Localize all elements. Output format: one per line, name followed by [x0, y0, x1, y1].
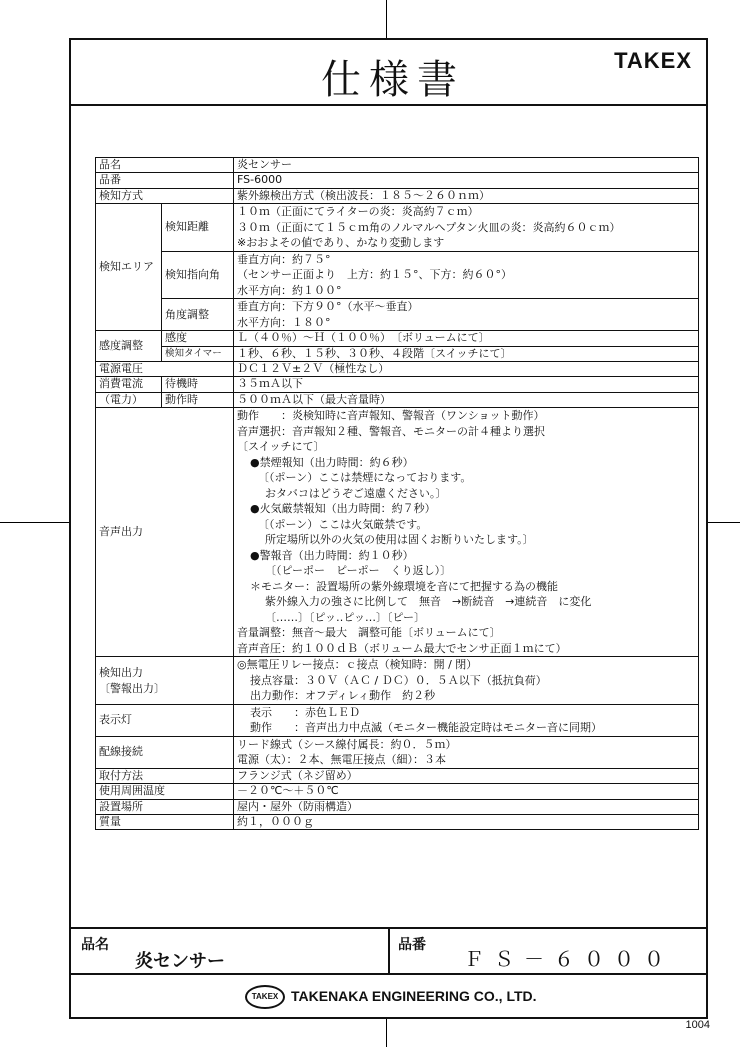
- spec-label: 配線接続: [96, 736, 234, 768]
- text-line: 音量調整：無音～最大 調整可能〔ボリュームにて〕: [237, 626, 501, 640]
- crop-mark-top: [386, 0, 387, 38]
- text-line: ３０ｍ（正面にて１５ｃｍ角のノルマルヘプタン火皿の炎：炎高約６０ｃｍ）: [237, 220, 621, 234]
- spec-value: 約１，０００ｇ: [234, 814, 699, 829]
- text-line: 電源（太）：２本、無電圧接点（細）：３本: [237, 753, 446, 767]
- table-row: [96, 799, 699, 814]
- spec-sublabel: 角度調整: [162, 299, 234, 331]
- text-line: ●警報音（出力時間：約１０秒）: [250, 548, 414, 562]
- text-line: 水平方向：１８０°: [237, 315, 331, 329]
- crop-mark-right: [708, 522, 740, 523]
- spec-value: ５００ｍＡ以下（最大音量時）: [234, 392, 699, 407]
- title-area: [71, 40, 706, 106]
- text-line: リード線式（シース線付属長：約０．５ｍ）: [237, 737, 457, 751]
- spec-label: 検知エリア: [96, 204, 162, 331]
- spec-label: （電力）: [96, 392, 162, 407]
- footer-number-label: 品番: [398, 937, 426, 953]
- spec-value: 屋内・屋外（防雨構造）: [234, 799, 699, 814]
- spec-label: 感度調整: [96, 331, 162, 362]
- spec-value: [234, 408, 699, 657]
- text-line: 垂直方向：下方９０°（水平～垂直）: [237, 300, 419, 314]
- spec-sublabel: 動作時: [162, 392, 234, 407]
- table-row: [96, 362, 699, 377]
- spec-value: －２０℃～＋５０℃: [234, 784, 699, 799]
- text-line: 所定場所以外の火気の使用は固くお断りいたします。〕: [265, 533, 534, 547]
- spec-value: [234, 657, 699, 705]
- text-line: 動作 ：音声出力中点滅（モニター機能設定時はモニター音に同期）: [250, 721, 602, 735]
- footer-name-label: 品名: [81, 937, 109, 953]
- product-footer-box: [71, 927, 706, 975]
- table-row: [96, 784, 699, 799]
- spec-sublabel: 検知タイマー: [162, 346, 234, 361]
- table-row: [96, 299, 699, 331]
- spec-label: 設置場所: [96, 799, 234, 814]
- spec-label: 消費電流: [96, 377, 162, 392]
- text-line: 接点容量：３０Ｖ（ＡＣ / ＤＣ）０．５Ａ以下（抵抗負荷）: [250, 673, 547, 687]
- company-name: TAKENAKA ENGINEERING CO., LTD.: [291, 988, 537, 1004]
- spec-sublabel: 検知指向角: [162, 251, 234, 299]
- document-frame: [69, 38, 708, 1019]
- spec-value: [234, 299, 699, 331]
- spec-value: ３５ｍＡ以下: [234, 377, 699, 392]
- spec-value: [234, 704, 699, 736]
- table-row: [96, 392, 699, 407]
- text-line: 表示 ：赤色ＬＥＤ: [250, 705, 360, 719]
- table-row: [96, 331, 699, 346]
- text-line: 〔（ポーン）ここは火気厳禁です。: [258, 517, 428, 531]
- text-line: （センサー正面より 上方：約１５°、下方：約６０°）: [237, 268, 512, 282]
- table-row: [96, 736, 699, 768]
- text-line: 音声音圧：約１００ｄＢ（ボリューム最大でセンサ正面１ｍにて）: [237, 641, 567, 655]
- text-line: ◎無電圧リレー接点：ｃ接点（検知時：開 / 閉）: [237, 658, 478, 672]
- spec-value: １秒、６秒、１５秒、３０秒、４段階〔スイッチにて〕: [234, 346, 699, 361]
- table-row: [96, 158, 699, 173]
- spec-value: [234, 736, 699, 768]
- text-line: おタバコはどうぞご遠慮ください。〕: [265, 486, 447, 500]
- page-number: 1004: [685, 1019, 710, 1031]
- spec-label: 電源電圧: [96, 362, 234, 377]
- text-line: 出力動作：オフディレィ動作 約２秒: [250, 689, 436, 703]
- spec-value: [234, 251, 699, 299]
- table-row: [96, 173, 699, 188]
- table-row: [96, 814, 699, 829]
- table-row: [96, 188, 699, 203]
- footer-divider: [388, 929, 390, 975]
- spec-value: 紫外線検出方式（検出波長：１８５～２６０ｎｍ）: [234, 188, 699, 203]
- footer-number-value: ＦＳ－６０００: [464, 947, 674, 971]
- spec-sublabel: 感度: [162, 331, 234, 346]
- crop-mark-left: [0, 522, 69, 523]
- spec-table: [95, 157, 699, 830]
- text-line: 紫外線入力の強さに比例して 無音 →断続音 →連続音 に変化: [265, 595, 592, 609]
- text-line: ●火気厳禁報知（出力時間：約７秒）: [250, 502, 436, 516]
- text-line: 〔……〕〔ピッ‥ピッ…〕〔ピー〕: [265, 610, 426, 624]
- spec-sublabel: 待機時: [162, 377, 234, 392]
- table-row: [96, 377, 699, 392]
- company-logo: TAKEX: [245, 985, 285, 1009]
- text-line: 〔警報出力〕: [99, 681, 165, 695]
- text-line: 〔スイッチにて〕: [237, 440, 325, 454]
- spec-label: 品番: [96, 173, 234, 188]
- spec-label: 使用周囲温度: [96, 784, 234, 799]
- text-line: ●禁煙報知（出力時間：約６秒）: [250, 455, 414, 469]
- spec-label: 品名: [96, 158, 234, 173]
- spec-value: ＤＣ１２Ｖ±２Ｖ（極性なし）: [234, 362, 699, 377]
- brand-logo-text: TAKEX: [614, 48, 692, 73]
- spec-value: FS-6000: [234, 173, 699, 188]
- page-title: 仕様書: [321, 57, 465, 103]
- text-line: 〔（ピーポー ピーポー くり返し）〕: [265, 564, 452, 578]
- footer-name-value: 炎センサー: [135, 951, 225, 972]
- table-row: [96, 768, 699, 783]
- table-row: [96, 204, 699, 252]
- spec-label: 取付方法: [96, 768, 234, 783]
- text-line: ※おおよその値であり、かなり変動します: [237, 236, 445, 250]
- spec-label: 検知方式: [96, 188, 234, 203]
- spec-label: 表示灯: [96, 704, 234, 736]
- crop-mark-bottom: [386, 1019, 387, 1047]
- spec-value: フランジ式（ネジ留め）: [234, 768, 699, 783]
- text-line: 〔（ポーン）ここは禁煙になっております。: [258, 471, 472, 485]
- text-line: 動作 ：炎検知時に音声報知、警報音（ワンショット動作）: [237, 409, 545, 423]
- spec-label: 音声出力: [96, 408, 234, 657]
- text-line: 垂直方向：約７５°: [237, 252, 331, 266]
- spec-value: [234, 204, 699, 252]
- table-row: [96, 704, 699, 736]
- text-line: １０ｍ（正面にてライターの炎：炎高約７ｃｍ）: [237, 205, 479, 219]
- table-row: [96, 251, 699, 299]
- spec-value: Ｌ（４０％）～Ｈ（１００％） 〔ボリュームにて〕: [234, 331, 699, 346]
- table-row: [96, 657, 699, 705]
- table-row: [96, 408, 699, 657]
- spec-label: [96, 657, 234, 705]
- spec-value: 炎センサー: [234, 158, 699, 173]
- spec-label: 質量: [96, 814, 234, 829]
- text-line: 水平方向：約１００°: [237, 283, 342, 297]
- text-line: 検知出力: [99, 666, 143, 679]
- spec-sublabel: 検知距離: [162, 204, 234, 252]
- text-line: 音声選択：音声報知２種、警報音、モニターの計４種より選択: [237, 424, 545, 438]
- text-line: ＊モニター：設置場所の紫外線環境を音にて把握する為の機能: [250, 579, 558, 593]
- table-row: [96, 346, 699, 361]
